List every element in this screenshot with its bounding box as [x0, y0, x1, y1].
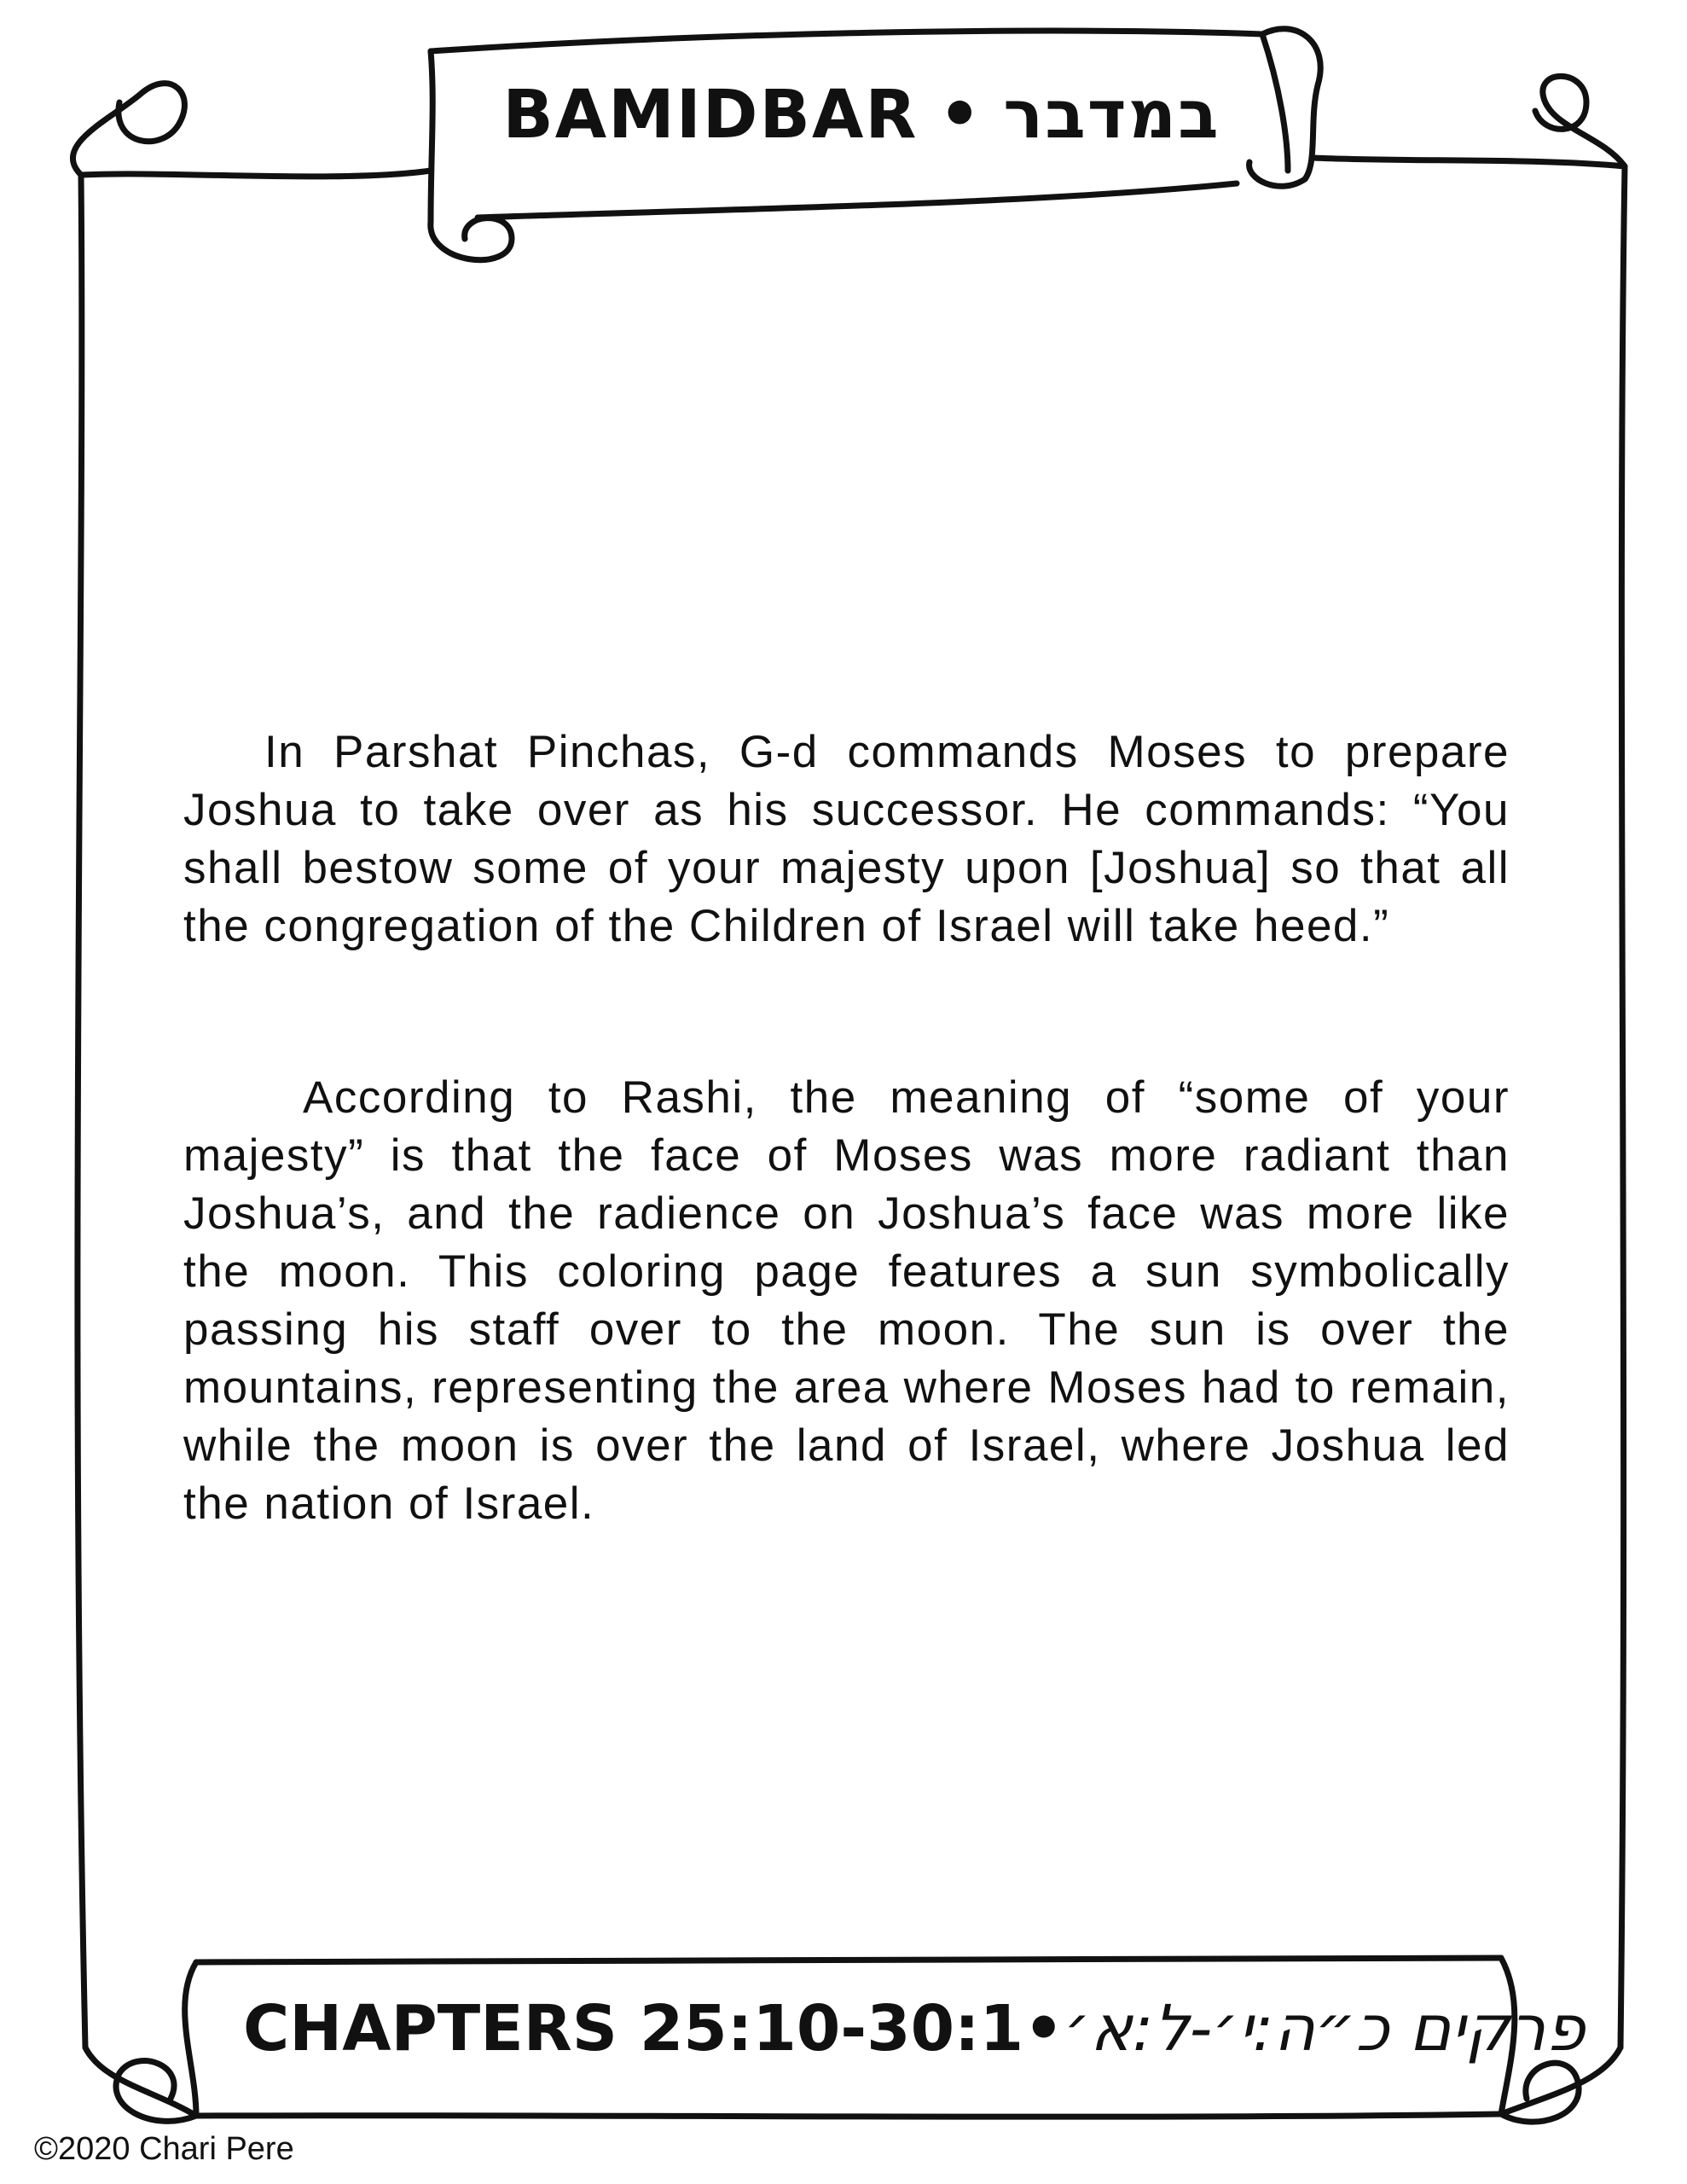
bottom-banner-top-edge [196, 1958, 1501, 1962]
scroll-banner-left-roll [431, 218, 512, 260]
chapters-hebrew: פרקים כ״ה:י׳-ל:א׳ [1064, 1992, 1586, 2065]
scroll-banner-left-side [431, 51, 432, 222]
chapters-english: CHAPTERS 25:10-30:1 [243, 1992, 1024, 2065]
frame-right-edge [1620, 166, 1625, 2048]
frame-top-left-line [81, 171, 431, 177]
frame-bottom-line [196, 2114, 1501, 2117]
curl-top-left [72, 84, 184, 175]
bottom-banner-left-end [185, 1962, 196, 2116]
body-paragraph-2: According to Rashi, the meaning of “some of your majesty” is that the face of Moses was more radiant than Joshua’s, and the radience on Joshua’s face was more like the moon. This coloring page features a sun symbolically passing his staff over to the moon. The sun is over the mountains, representing the area where Moses had to remain, while the moon is over the land of Israel, where Joshua led the nation of Israel. [183, 1072, 1510, 1529]
body-paragraph-1: In Parshat Pinchas, G-d commands Moses to prepare Joshua to take over as his successor. He commands: “You shall bestow some of your majesty upon [Joshua] so that all the congregation of the Children of Israel will take heed.” [183, 727, 1510, 951]
scroll-banner-top-edge [431, 31, 1262, 51]
curl-bottom-left [85, 2048, 196, 2121]
copyright-notice: ©2020 Chari Pere [34, 2131, 294, 2167]
curl-top-right [1535, 76, 1625, 166]
chapters-footer [243, 1992, 1586, 2065]
chapters-separator: • [1023, 1992, 1064, 2065]
title-hebrew: במדבר [1003, 77, 1220, 154]
page-title [478, 77, 1245, 154]
frame-left-edge [78, 175, 85, 2048]
frame-top-right-line [1313, 158, 1625, 166]
scroll-banner-bottom-edge [478, 183, 1237, 218]
scroll-banner-right-side [1262, 34, 1288, 171]
title-english: BAMIDBAR [502, 77, 919, 154]
title-separator: • [938, 77, 983, 154]
